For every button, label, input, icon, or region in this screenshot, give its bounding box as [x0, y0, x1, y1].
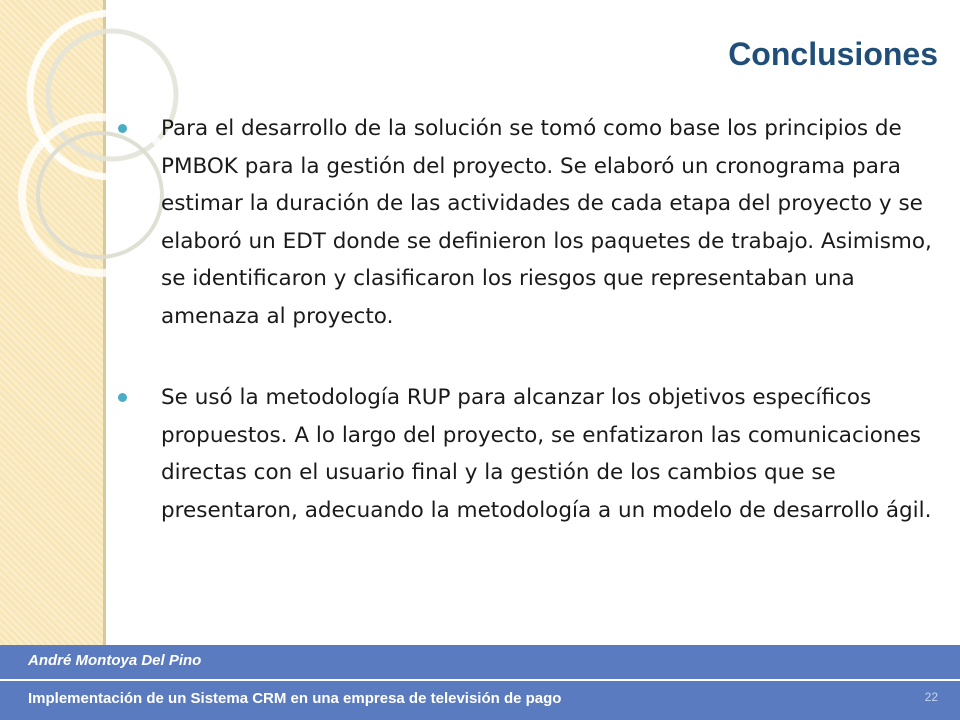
slide-title: Conclusiones [728, 36, 938, 72]
bullet-text: Para el desarrollo de la solución se tomó como base los principios de PMBOK para la gestión del proyecto. Se elaboró un cronograma para estimar la duración de las actividades de cada etapa del proyecto y se elaboró un EDT donde se definieron los paquetes de trabajo. Asimismo, se identificaron y clasificaron los riesgos que representaban una amenaza al proyecto. [161, 116, 932, 329]
footer-divider [0, 679, 960, 681]
bullet-item [118, 110, 938, 335]
bullet-item [118, 379, 938, 529]
bullet-text: Se usó la metodología RUP para alcanzar los objetivos específicos propuestos. A lo largo del proyecto, se enfatizaron las comunicaciones directas con el usuario final y la gestión de los cambios que se presentaron, adecuando la metodología a un modelo de desarrollo ágil. [161, 385, 932, 523]
footer-author: André Montoya Del Pino [28, 652, 202, 669]
bullet-list [118, 110, 938, 529]
page-number: 22 [924, 690, 938, 704]
bullet-dot-icon [118, 124, 127, 133]
bullet-dot-icon [118, 393, 127, 402]
footer-subtitle: Implementación de un Sistema CRM en una empresa de televisión de pago [28, 690, 562, 707]
